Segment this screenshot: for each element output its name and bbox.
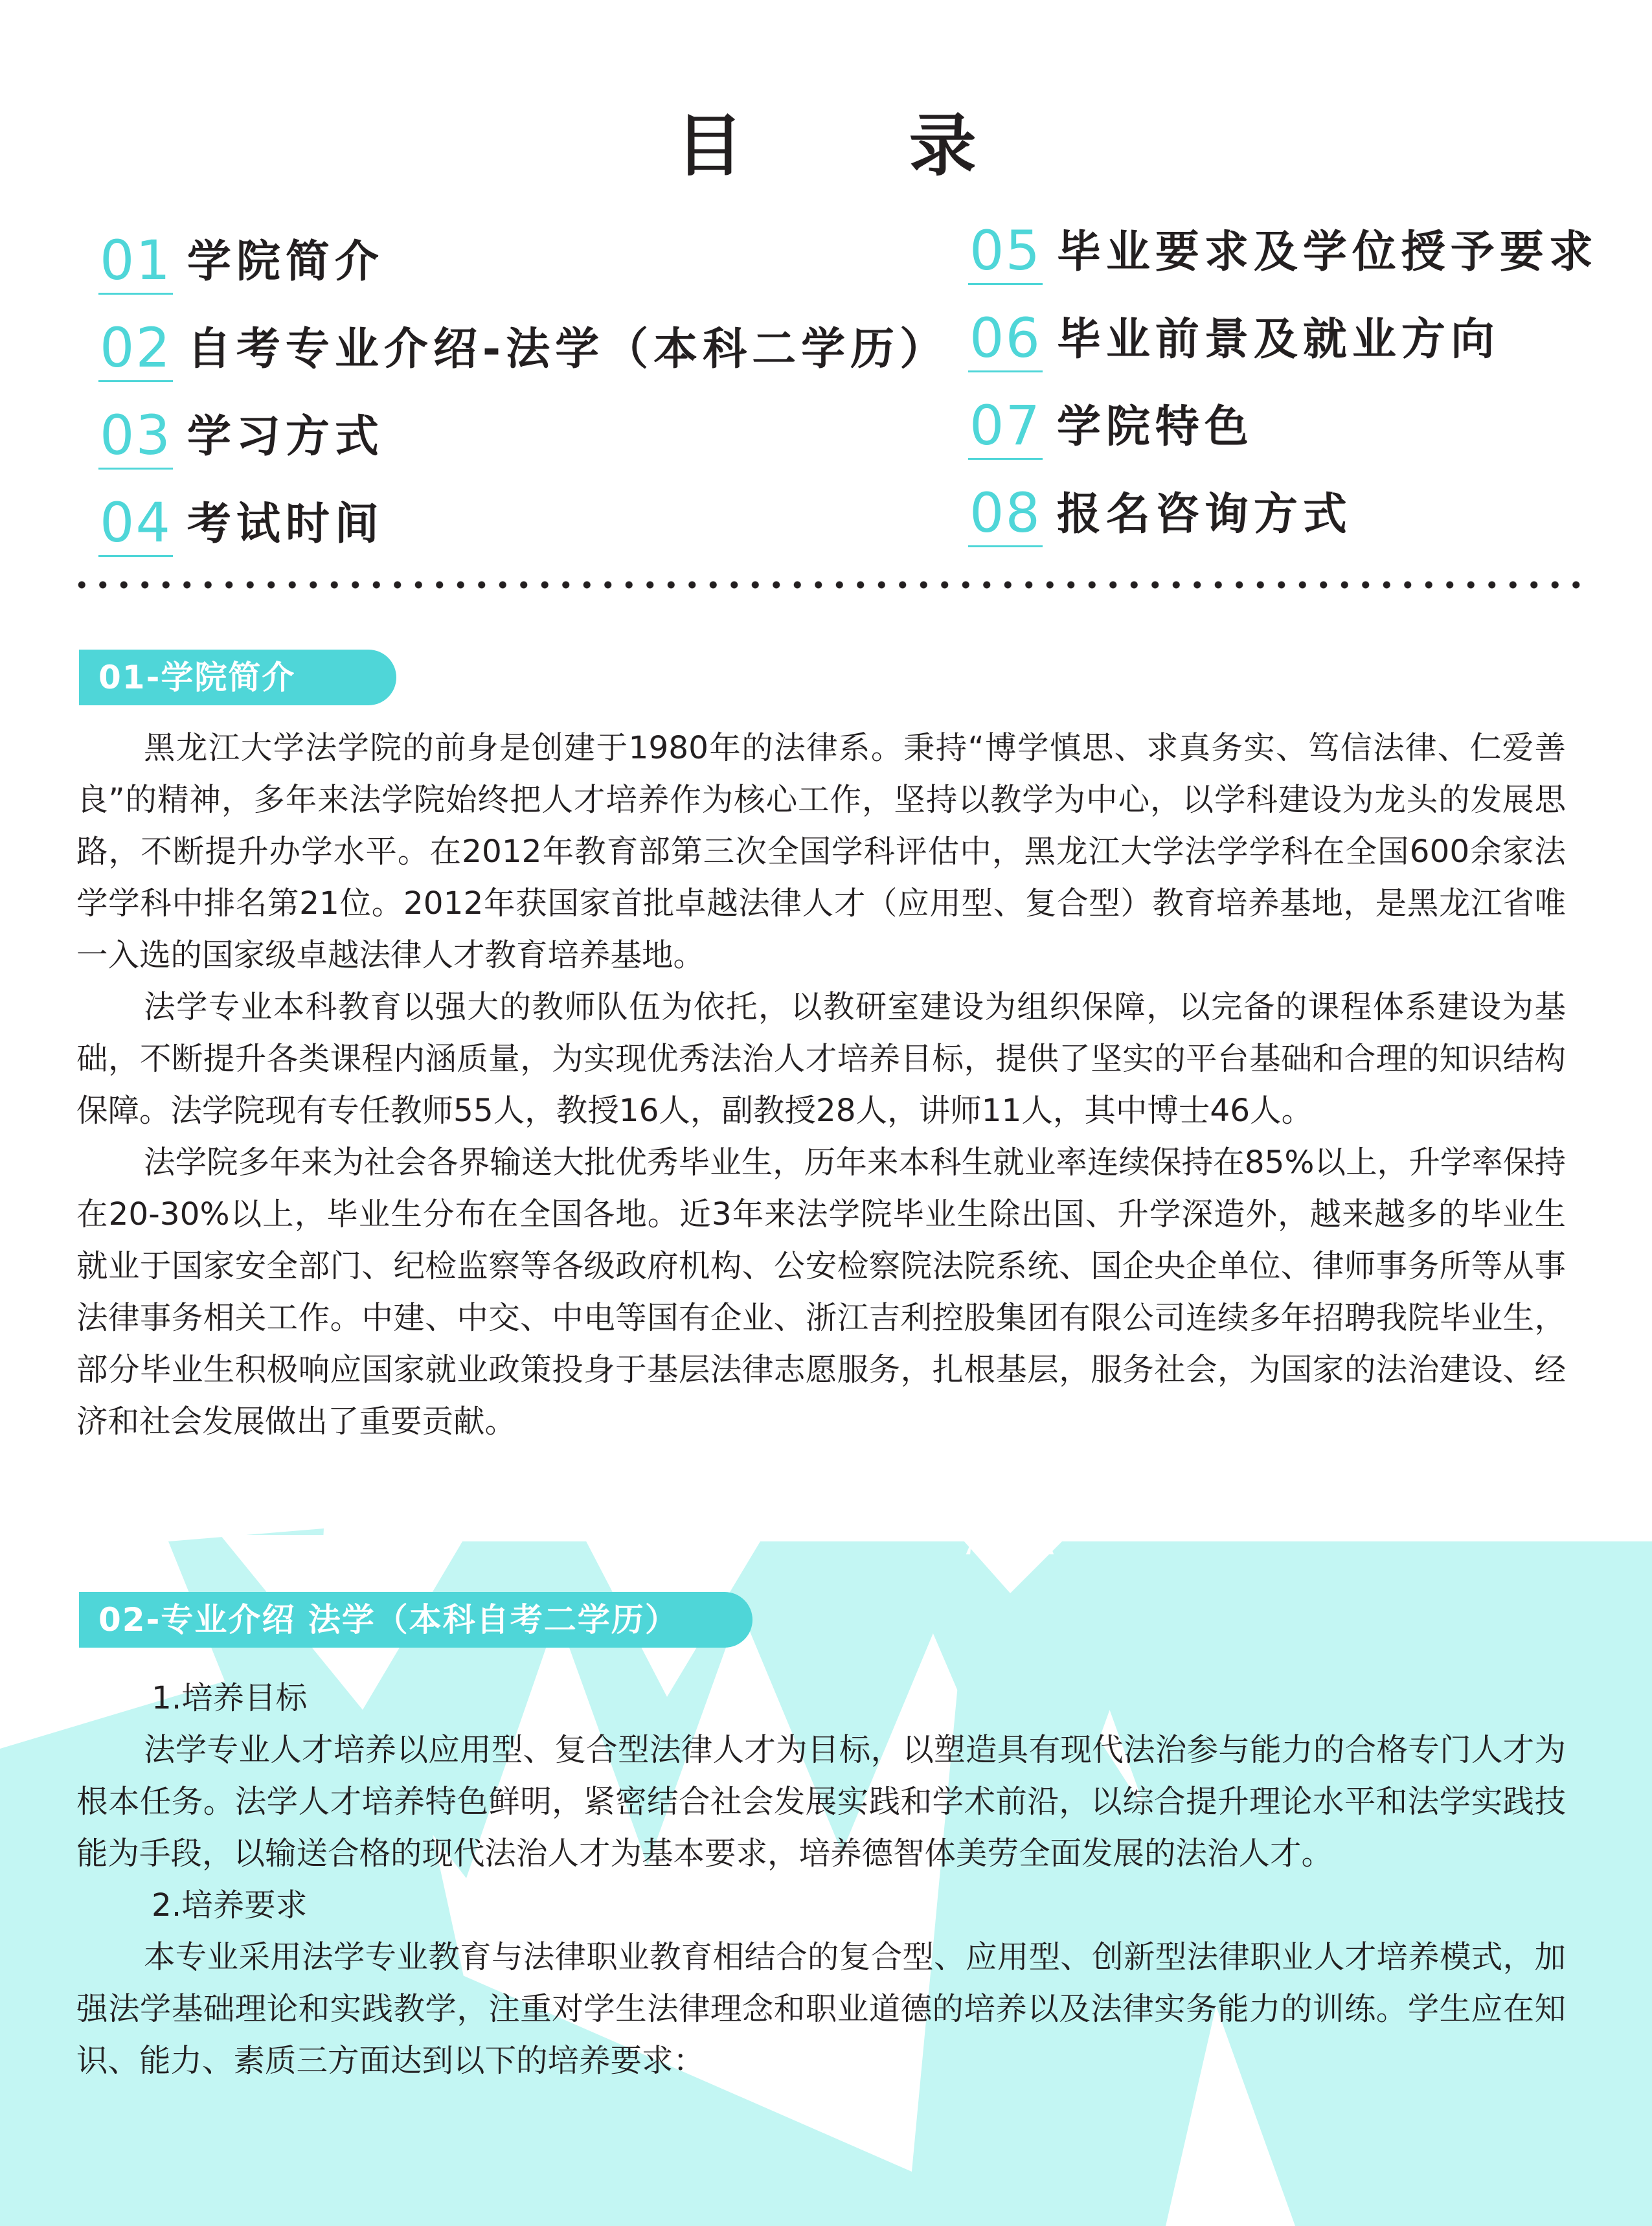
toc-item-05[interactable] xyxy=(968,201,1598,285)
paragraph: 法学专业本科教育以强大的教师队伍为依托，以教研室建设为组织保障，以完备的课程体系建设为基础，不断提升各类课程内涵质量，为实现优秀法治人才培养目标，提供了坚实的平台基础和合理的知识结构保障。法学院现有专任教师55人，教授16人，副教授28人，讲师11人，其中博士46人。 xyxy=(76,989,1566,1129)
toc-label: 考试时间 xyxy=(187,499,384,550)
section-01-body xyxy=(76,722,1566,1448)
subsection-title: 2.培养要求 xyxy=(152,1887,308,1924)
subsection-title: 1.培养目标 xyxy=(152,1680,308,1716)
toc-number: 06 xyxy=(968,306,1043,372)
toc-number: 08 xyxy=(968,481,1043,547)
toc-item-04[interactable] xyxy=(98,473,384,557)
toc-label: 毕业要求及学位授予要求 xyxy=(1056,227,1598,278)
toc-label: 学院特色 xyxy=(1056,402,1254,453)
toc-item-06[interactable] xyxy=(968,288,1500,372)
section-02-body xyxy=(76,1672,1566,2087)
toc-item-07[interactable] xyxy=(968,376,1254,460)
toc-number: 05 xyxy=(968,218,1043,285)
toc-number: 02 xyxy=(98,315,173,382)
toc-number: 01 xyxy=(98,228,173,295)
section-heading-01: 01-学院简介 xyxy=(79,650,396,705)
toc-label: 学习方式 xyxy=(187,411,384,462)
paragraph: 本专业采用法学专业教育与法律职业教育相结合的复合型、应用型、创新型法律职业人才培养模式，加强法学基础理论和实践教学，注重对学生法律理念和职业道德的培养以及法律实务能力的训练。学生应在知识、能力、素质三方面达到以下的培养要求： xyxy=(76,1939,1566,2079)
paragraph: 法学专业人才培养以应用型、复合型法律人才为目标，以塑造具有现代法治参与能力的合格专门人才为根本任务。法学人才培养特色鲜明，紧密结合社会发展实践和学术前沿，以综合提升理论水平和法学实践技能为手段，以输送合格的现代法治人才为基本要求，培养德智体美劳全面发展的法治人才。 xyxy=(76,1732,1566,1872)
section-heading-02: 02-专业介绍 法学（本科自考二学历） xyxy=(79,1592,752,1648)
toc-label: 报名咨询方式 xyxy=(1056,489,1352,540)
toc-title: 目 录 xyxy=(675,106,1048,185)
toc-label: 自考专业介绍-法学（本科二学历） xyxy=(187,324,949,375)
paragraph: 法学院多年来为社会各界输送大批优秀毕业生，历年来本科生就业率连续保持在85%以上，升学率保持在20-30%以上，毕业生分布在全国各地。近3年来法学院毕业生除出国、升学深造外，越来越多的毕业生就业于国家安全部门、纪检监察等各级政府机构、公安检察院法院系统、国企央企单位、律师事务所等从事法律事务相关工作。中建、中交、中电等国有企业、浙江吉利控股集团有限公司连续多年招聘我院毕业生，部分毕业生积极响应国家就业政策投身于基层法律志愿服务，扎根基层，服务社会，为国家的法治建设、经济和社会发展做出了重要贡献。 xyxy=(76,1144,1566,1440)
toc-item-02[interactable] xyxy=(98,298,949,382)
toc-label: 毕业前景及就业方向 xyxy=(1056,314,1500,365)
toc-number: 04 xyxy=(98,490,173,557)
paragraph: 黑龙江大学法学院的前身是创建于1980年的法律系。秉持“博学慎思、求真务实、笃信法律、仁爱善良”的精神，多年来法学院始终把人才培养作为核心工作，坚持以教学为中心，以学科建设为龙头的发展思路，不断提升办学水平。在2012年教育部第三次全国学科评估中，黑龙江大学法学学科在全国600余家法学学科中排名第21位。2012年获国家首批卓越法律人才（应用型、复合型）教育培养基地，是黑龙江省唯一入选的国家级卓越法律人才教育培养基地。 xyxy=(76,730,1566,973)
toc-item-08[interactable] xyxy=(968,463,1352,547)
toc-number: 07 xyxy=(968,393,1043,460)
toc-item-01[interactable] xyxy=(98,210,384,295)
toc-number: 03 xyxy=(98,403,173,470)
toc-label: 学院简介 xyxy=(187,236,384,288)
dotted-divider xyxy=(71,580,1580,589)
toc-item-03[interactable] xyxy=(98,385,384,470)
